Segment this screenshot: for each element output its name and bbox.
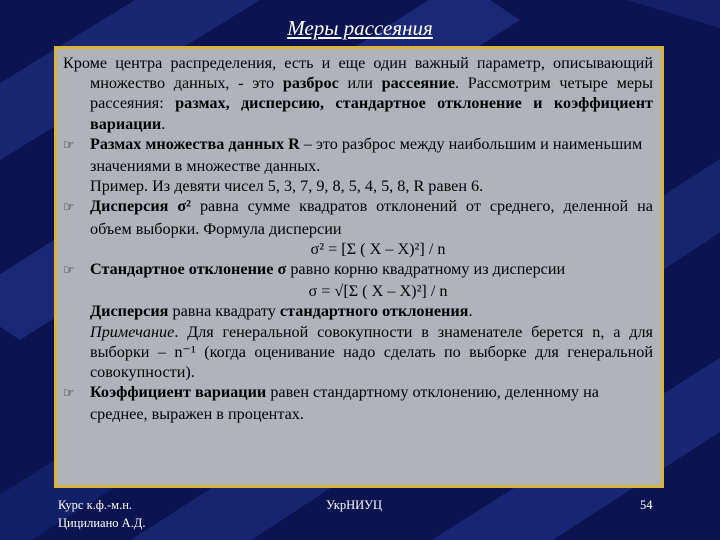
relation-bold-variance: Дисперсия [90, 302, 169, 321]
footer-organization: УкрНИУЦ [326, 498, 383, 512]
range-definition: – это разброс между наибольшим и наименьшим значениями в множестве данных. [90, 134, 643, 176]
variance-formula: σ² = [Σ ( X – X)²] / n [310, 239, 446, 258]
footer-author-line1: Курс к.ф.-м.н. [58, 498, 133, 512]
range-term: Размах множества данных R [90, 134, 300, 153]
note-label: Примечание [90, 322, 175, 341]
footer-author-line2: Цицилиано А.Д. [58, 516, 146, 530]
intro-text-1: Кроме центра распределения, есть и еще один важный параметр, описывающий множество данных, - это [63, 54, 653, 93]
intro-text-4: . [161, 114, 166, 133]
std-formula: σ = √[Σ ( X – X)²] / n [308, 282, 448, 301]
relation-end: . [468, 302, 473, 321]
range-paragraph [63, 134, 653, 176]
intro-text-3: . Рассмотрим четыре меры рассеяния: [90, 74, 653, 113]
cv-definition: равен стандартному отклонению, деленному на среднее, выражен в процентах. [90, 383, 599, 424]
variance-paragraph [63, 196, 653, 238]
intro-bold-spread: разброс [282, 74, 339, 93]
intro-bold-dispersion: рассеяние [381, 74, 456, 93]
note-paragraph [63, 322, 653, 383]
range-example: Пример. Из девяти чисел 5, 3, 7, 9, 8, 5, 4, 5, 8, R равен 6. [90, 177, 484, 196]
note-text: . Для генеральной совокупности в знаменателе берется n, а для выборки – n⁻¹ (когда оценивание надо сделать по выборке для генеральной совокупности). [90, 322, 653, 382]
std-term: Стандартное отклонение σ [90, 260, 287, 279]
variance-definition: равна сумме квадратов отклонений от среднего, деленной на объем выборки. Формула дисперсии [90, 197, 653, 238]
intro-bold-measures: размах, дисперсию, стандартное отклонение и коэффициент вариации [90, 94, 653, 133]
cv-paragraph [63, 382, 653, 424]
variance-term: Дисперсия σ² [90, 197, 192, 216]
std-paragraph [63, 259, 653, 281]
pointing-hand-icon: ☞ [63, 263, 75, 279]
cv-term: Коэффициент вариации [90, 383, 267, 402]
pointing-hand-icon: ☞ [63, 386, 75, 402]
intro-text-2: или [338, 74, 382, 93]
relation-bold-std: стандартного отклонения [279, 302, 469, 321]
variance-std-relation [63, 301, 653, 321]
intro-paragraph [63, 53, 653, 134]
pointing-hand-icon: ☞ [63, 200, 75, 216]
footer-author [58, 496, 145, 532]
content-panel [54, 46, 664, 488]
std-definition: равно корню квадратному из дисперсии [286, 260, 566, 279]
slide-title: Меры рассеяния [287, 16, 433, 40]
footer-page-number: 54 [640, 498, 653, 512]
pointing-hand-icon: ☞ [63, 137, 75, 153]
relation-text: равна квадрату [168, 302, 280, 321]
